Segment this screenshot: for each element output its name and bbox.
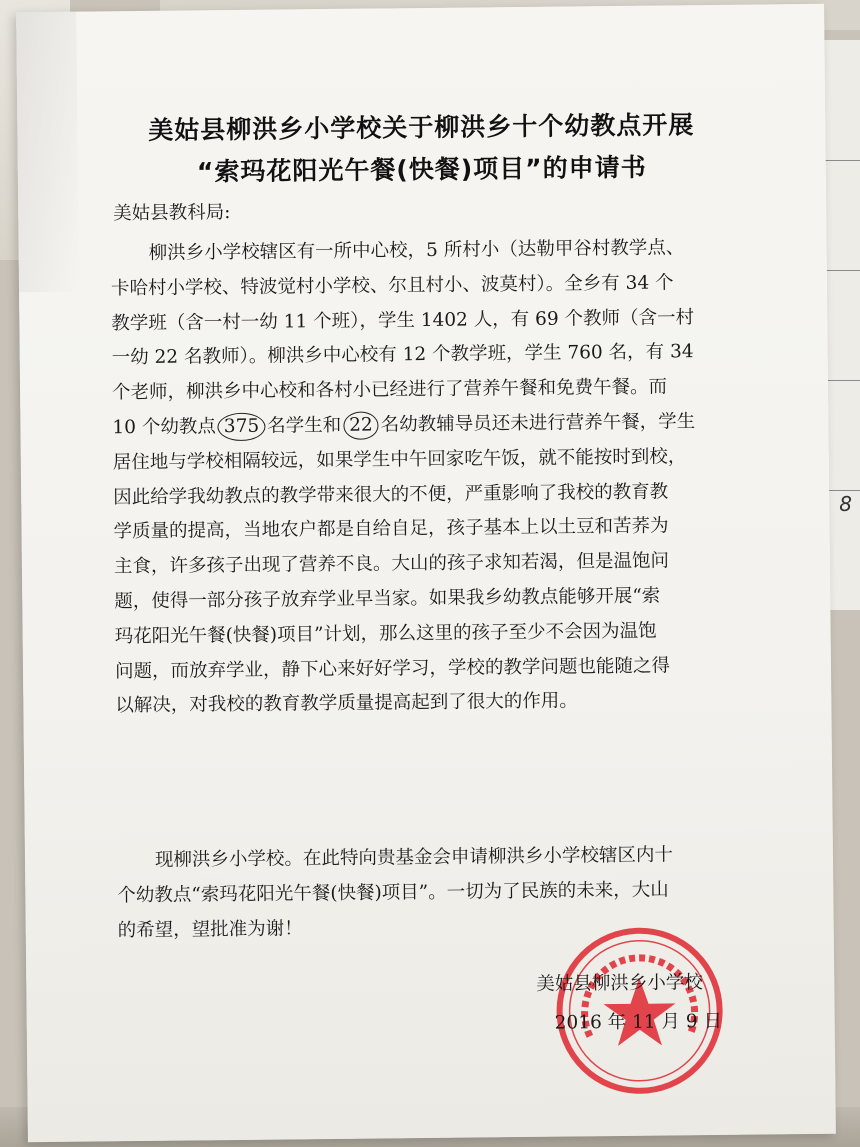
circled-number-students: 375 [218, 413, 266, 441]
background-rule-line [820, 160, 860, 161]
signature-organization: 美姑县柳洪乡小学校 [536, 972, 703, 995]
paper-fold-shadow [16, 12, 79, 293]
paragraph-1-line: 柳洪乡小学校辖区有一所中心校，5 所村小（达勒甲谷村教学点、 [148, 237, 685, 264]
paragraph-1-line: 学质量的提高，当地农户都是自给自足，孩子基本上以土豆和苦荞为 [113, 515, 669, 543]
circled-number-counselors: 22 [343, 411, 379, 439]
document-date: 2016 年 11 月 9 日 [554, 1010, 723, 1034]
paragraph-1-line: 主食，许多孩子出现了营养不良。大山的孩子求知若渴，但是温饱问 [113, 550, 670, 578]
paragraph-1-line: 题，使得一部分孩子放弃学业早当家。如果我乡幼教点能够开展“索 [114, 585, 661, 613]
paragraph-1-line: 居住地与学校相隔较远，如果学生中午回家吃午饭，就不能按时到校， [112, 446, 687, 474]
paragraph-1-line: 教学班（含一村一幼 11 个班），学生 1402 人，有 69 个教师（含一村 [111, 306, 695, 334]
document-title-line-2: “索玛花阳光午餐(快餐)项目”的申请书 [196, 152, 647, 187]
salutation: 美姑县教科局: [113, 202, 231, 225]
paragraph-1-line: 以解决，对我校的教育教学质量提高起到了很大的作用。 [115, 690, 578, 717]
application-letter-page [16, 4, 836, 1142]
line-text: 名学生和 [267, 414, 342, 437]
paragraph-1-line: 一幼 22 名教师）。柳洪乡中心校有 12 个教学班，学生 760 名，有 34 [111, 341, 694, 369]
background-handwritten-mark: 8 [839, 492, 852, 516]
document-title-line-1: 美姑县柳洪乡小学校关于柳洪乡十个幼教点开展 [148, 110, 695, 145]
paragraph-2-line: 的希望，望批准为谢！ [117, 917, 303, 941]
paragraph-1-line: 玛花阳光午餐(快餐)项目”计划，那么这里的孩子至少不会因为温饱 [114, 620, 657, 648]
paragraph-2-line: 现柳洪乡小学校。在此特向贵基金会申请柳洪乡小学校辖区内十 [154, 844, 674, 871]
paragraph-1-line: 个老师，柳洪乡中心校和各村小已经进行了营养午餐和免费午餐。而 [111, 376, 668, 404]
paragraph-1-line: 卡哈村小学校、特波觉村小学校、尔且村小、波莫村）。全乡有 34 个 [110, 272, 674, 300]
paragraph-1 [110, 231, 735, 725]
line-text: 10 个幼教点 [112, 416, 216, 439]
paragraph-1-line: 因此给学我幼教点的教学带来很大的不便，严重影响了我校的教育教 [113, 481, 669, 508]
line-text: 名幼教辅导员还未进行营养午餐，学生 [380, 411, 696, 436]
paragraph-1-line: 问题，而放弃学业，静下心来好好学习，学校的教学问题也能随之得 [114, 655, 671, 682]
paragraph-2-line: 个幼教点“索玛花阳光午餐(快餐)项目”。一切为了民族的未来，大山 [117, 879, 669, 907]
